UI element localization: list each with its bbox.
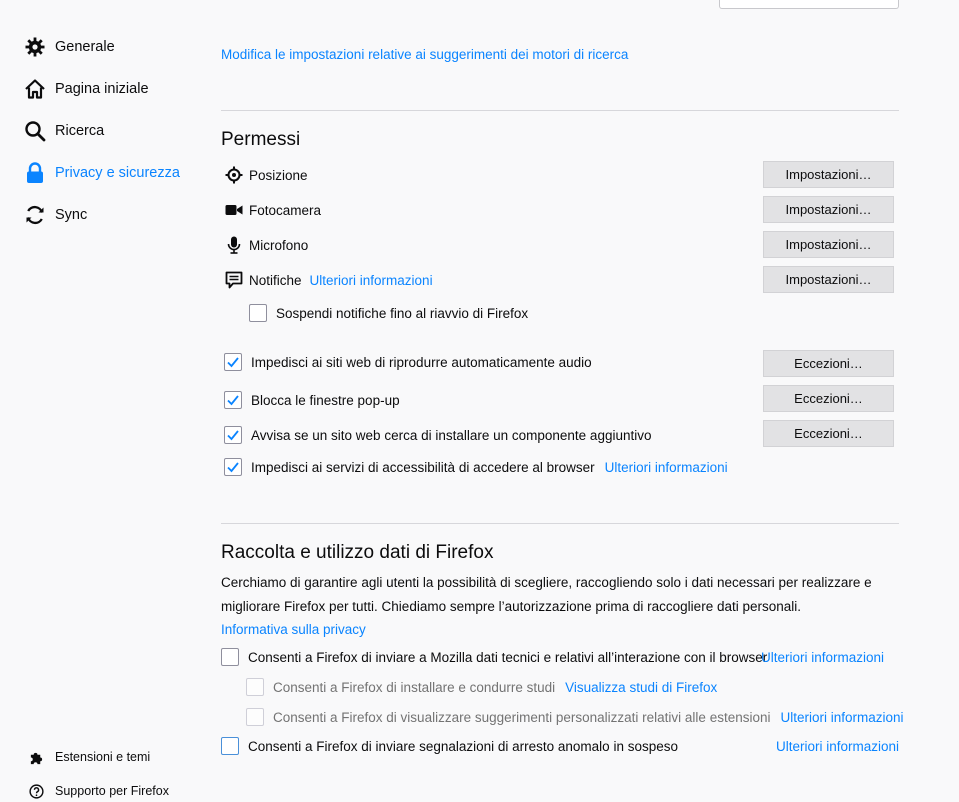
telemetry-learn-more-link[interactable]: Ulteriori informazioni: [761, 650, 885, 665]
description-line: migliorare Firefox per tutti. Chiediamo sempre l’autorizzazione prima di raccogliere dati personali.: [221, 599, 801, 614]
notifications-learn-more-link[interactable]: Ulteriori informazioni: [309, 272, 433, 288]
section-divider: [221, 523, 899, 524]
notification-icon: [224, 270, 244, 290]
sidebar-item-label: Pagina iniziale: [55, 81, 149, 97]
block-popups-checkbox[interactable]: [224, 391, 242, 409]
autoplay-exceptions-button[interactable]: Eccezioni…: [763, 350, 894, 377]
sidebar-item-label: Privacy e sicurezza: [55, 165, 180, 181]
permission-label: Notifiche: [249, 272, 302, 288]
microphone-settings-button[interactable]: Impostazioni…: [763, 231, 894, 258]
block-popups-option[interactable]: [224, 389, 400, 411]
description-line: Cerchiamo di garantire agli utenti la possibilità di scegliere, raccogliendo solo i dati necessari per realizzare e: [221, 575, 872, 590]
checkmark-icon: [226, 393, 240, 407]
checkbox-label: Consenti a Firefox di visualizzare suggerimenti personalizzati relativi alle estensioni: [273, 709, 771, 725]
gear-icon: [24, 36, 46, 58]
sidebar-item-home[interactable]: [24, 75, 149, 103]
checkmark-icon: [226, 355, 240, 369]
search-engine-dropdown[interactable]: [719, 0, 899, 9]
permission-label: Posizione: [249, 167, 308, 183]
block-autoplay-option[interactable]: [224, 351, 592, 373]
studies-option[interactable]: [246, 676, 717, 698]
addons-exceptions-button[interactable]: Eccezioni…: [763, 420, 894, 447]
accessibility-learn-more-link[interactable]: Ulteriori informazioni: [604, 459, 728, 475]
sidebar: [0, 0, 200, 800]
recommendations-learn-more-link[interactable]: Ulteriori informazioni: [780, 709, 904, 725]
location-settings-button[interactable]: Impostazioni…: [763, 161, 894, 188]
sidebar-item-label: Estensioni e temi: [55, 750, 151, 764]
checkbox-label: Consenti a Firefox di inviare a Mozilla dati tecnici e relativi all’interazione con il browser: [248, 649, 768, 665]
crash-reports-checkbox[interactable]: [221, 737, 239, 755]
sidebar-item-general[interactable]: [24, 33, 115, 61]
sidebar-item-label: Sync: [55, 207, 88, 223]
sidebar-item-privacy[interactable]: [24, 159, 180, 187]
camera-settings-button[interactable]: Impostazioni…: [763, 196, 894, 223]
checkbox-label: Impedisci ai siti web di riprodurre automaticamente audio: [251, 354, 592, 370]
data-collection-description: [221, 571, 881, 619]
crash-reports-learn-more-link[interactable]: Ulteriori informazioni: [776, 739, 900, 754]
crash-reports-option[interactable]: [221, 735, 678, 757]
checkbox-label: Consenti a Firefox di installare e condurre studi: [273, 679, 556, 695]
checkbox-label: Impedisci ai servizi di accessibilità di accedere al browser: [251, 459, 595, 475]
search-suggestions-settings-link[interactable]: Modifica le impostazioni relative ai suggerimenti dei motori di ricerca: [221, 47, 629, 62]
pause-notifications-checkbox[interactable]: [249, 304, 267, 322]
section-divider: [221, 110, 899, 111]
permission-label: Microfono: [249, 237, 309, 253]
microphone-icon: [224, 235, 244, 255]
sidebar-item-sync[interactable]: [24, 201, 87, 229]
block-accessibility-option[interactable]: [224, 456, 728, 478]
permission-notifications: [224, 268, 433, 292]
home-icon: [24, 78, 46, 100]
checkbox-label: Sospendi notifiche fino al riavvio di Firefox: [276, 305, 529, 321]
checkbox-label: Blocca le finestre pop-up: [251, 392, 400, 408]
permissions-heading: Permessi: [221, 129, 301, 150]
permission-camera: [224, 198, 321, 222]
warn-addons-checkbox[interactable]: [224, 426, 242, 444]
checkmark-icon: [226, 428, 240, 442]
permission-label: Fotocamera: [249, 202, 322, 218]
recommendations-option[interactable]: [246, 706, 904, 728]
sidebar-item-support[interactable]: [28, 780, 169, 802]
checkbox-label: Avvisa se un sito web cerca di installare un componente aggiuntivo: [251, 427, 652, 443]
search-icon: [24, 120, 46, 142]
recommendations-checkbox[interactable]: [246, 708, 264, 726]
permission-location: [224, 163, 308, 187]
pause-notifications-option[interactable]: [249, 302, 528, 324]
view-studies-link[interactable]: Visualizza studi di Firefox: [565, 679, 718, 695]
privacy-notice-link[interactable]: Informativa sulla privacy: [221, 622, 366, 637]
block-autoplay-checkbox[interactable]: [224, 353, 242, 371]
sidebar-item-search[interactable]: [24, 117, 104, 145]
location-icon: [224, 165, 244, 185]
lock-icon: [24, 162, 46, 184]
permission-microphone: [224, 233, 308, 257]
checkbox-label: Consenti a Firefox di inviare segnalazioni di arresto anomalo in sospeso: [248, 738, 678, 754]
sidebar-item-label: Ricerca: [55, 123, 105, 139]
help-icon: [28, 783, 44, 799]
puzzle-icon: [28, 749, 44, 765]
sync-icon: [24, 204, 46, 226]
sidebar-item-extensions[interactable]: [28, 746, 150, 768]
notifications-settings-button[interactable]: Impostazioni…: [763, 266, 894, 293]
telemetry-option[interactable]: [221, 646, 767, 668]
checkmark-icon: [226, 460, 240, 474]
warn-addons-option[interactable]: [224, 424, 652, 446]
sidebar-item-label: Supporto per Firefox: [55, 784, 169, 798]
popups-exceptions-button[interactable]: Eccezioni…: [763, 385, 894, 412]
studies-checkbox[interactable]: [246, 678, 264, 696]
data-collection-heading: Raccolta e utilizzo dati di Firefox: [221, 542, 494, 563]
telemetry-checkbox[interactable]: [221, 648, 239, 666]
sidebar-item-label: Generale: [55, 39, 115, 55]
block-accessibility-checkbox[interactable]: [224, 458, 242, 476]
camera-icon: [224, 200, 244, 220]
